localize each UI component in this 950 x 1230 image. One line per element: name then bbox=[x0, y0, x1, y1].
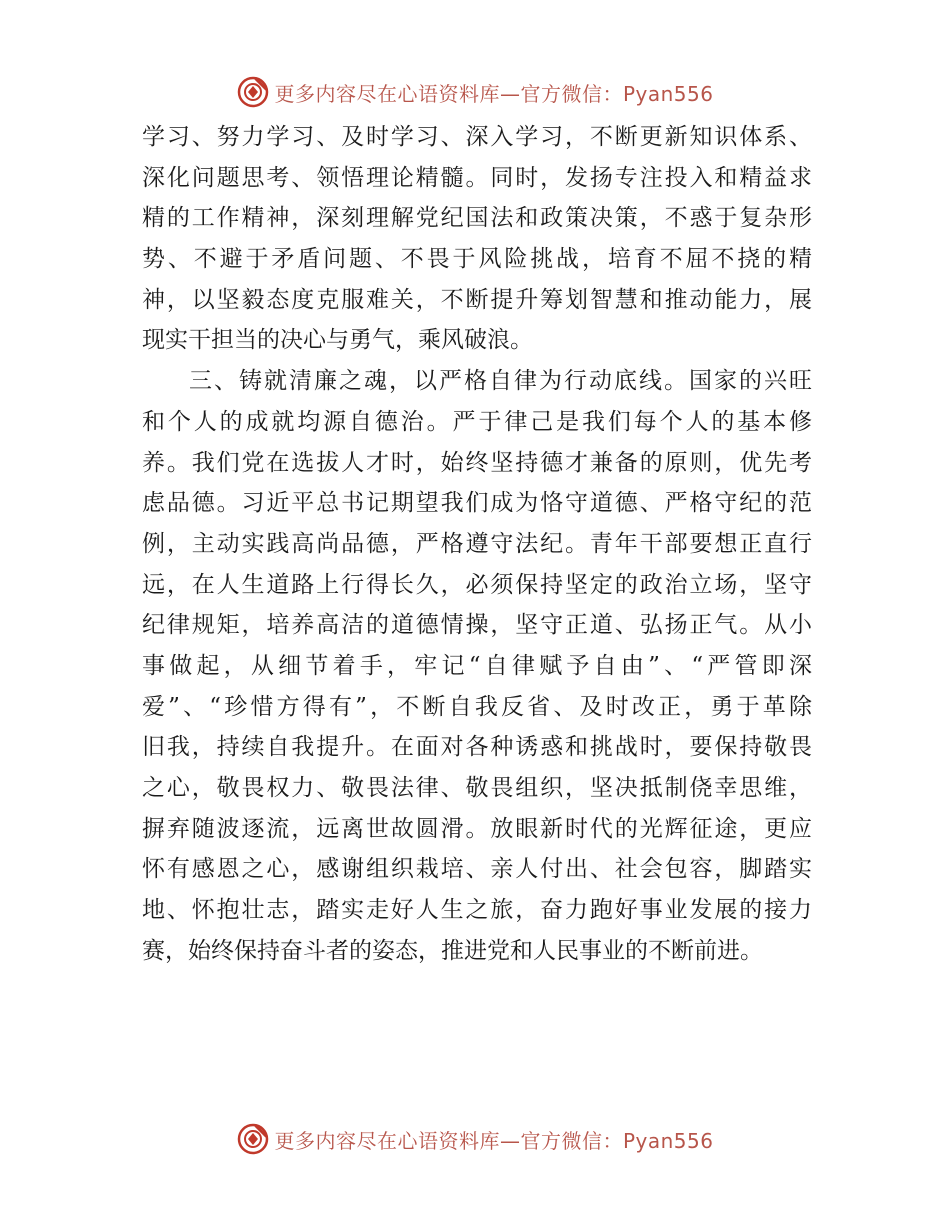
text-line: 势、不避于矛盾问题、不畏于风险挑战，培育不屈不挠的精 bbox=[142, 246, 812, 273]
document-body bbox=[142, 117, 812, 971]
text-line: 学习、努力学习、及时学习、深入学习，不断更新知识体系、 bbox=[142, 124, 812, 150]
footer-banner bbox=[0, 1119, 950, 1159]
text-line: 例，主动实践高尚品德，严格遵守法纪。青年干部要想正直行 bbox=[142, 530, 812, 557]
header-banner-text: 更多内容尽在心语资料库—官方微信：Pyan556 bbox=[274, 81, 714, 106]
text-line: 虑品德。习近平总书记期望我们成为恪守道德、严格守纪的范 bbox=[142, 490, 812, 517]
text-line: 现实干担当的决心与勇气，乘风破浪。 bbox=[142, 327, 533, 354]
text-line: 怀有感恩之心，感谢组织栽培、亲人付出、社会包容，脚踏实 bbox=[142, 856, 812, 883]
text-line: 赛，始终保持奋斗者的姿态，推进党和人民事业的不断前进。 bbox=[142, 937, 763, 964]
text-line: 深化问题思考、领悟理论精髓。同时，发扬专注投入和精益求 bbox=[142, 164, 812, 191]
text-line: 和个人的成就均源自德治。严于律己是我们每个人的基本修 bbox=[142, 408, 812, 435]
footer-banner-text: 更多内容尽在心语资料库—官方微信：Pyan556 bbox=[274, 1128, 714, 1153]
text-line: 纪律规矩，培养高洁的道德情操，坚守正道、弘扬正气。从小 bbox=[142, 612, 812, 639]
text-line: 摒弃随波逐流，远离世故圆滑。放眼新时代的光辉征途，更应 bbox=[142, 815, 812, 842]
text-line: 神，以坚毅态度克服难关，不断提升筹划智慧和推动能力，展 bbox=[142, 286, 812, 313]
text-line: 远，在人生道路上行得长久，必须保持坚定的政治立场，坚守 bbox=[142, 571, 812, 598]
seal-logo-icon bbox=[236, 1122, 270, 1156]
text-line: 精的工作精神，深刻理解党纪国法和政策决策，不惑于复杂形 bbox=[142, 205, 812, 232]
header-banner bbox=[0, 72, 950, 112]
seal-logo-icon bbox=[236, 75, 270, 109]
text-line: 之心，敬畏权力、敬畏法律、敬畏组织，坚决抵制侥幸思维， bbox=[142, 775, 812, 801]
text-line: 旧我，持续自我提升。在面对各种诱惑和挑战时，要保持敬畏 bbox=[142, 734, 812, 761]
text-line: 三、铸就清廉之魂，以严格自律为行动底线。国家的兴旺 bbox=[189, 368, 812, 395]
text-line: 爱”、“珍惜方得有”，不断自我反省、及时改正，勇于革除 bbox=[142, 693, 812, 720]
text-line: 养。我们党在选拔人才时，始终坚持德才兼备的原则，优先考 bbox=[142, 449, 812, 476]
text-line: 地、怀抱壮志，踏实走好人生之旅，奋力跑好事业发展的接力 bbox=[142, 897, 812, 924]
text-line: 事做起，从细节着手，牢记“自律赋予自由”、“严管即深 bbox=[142, 652, 812, 679]
